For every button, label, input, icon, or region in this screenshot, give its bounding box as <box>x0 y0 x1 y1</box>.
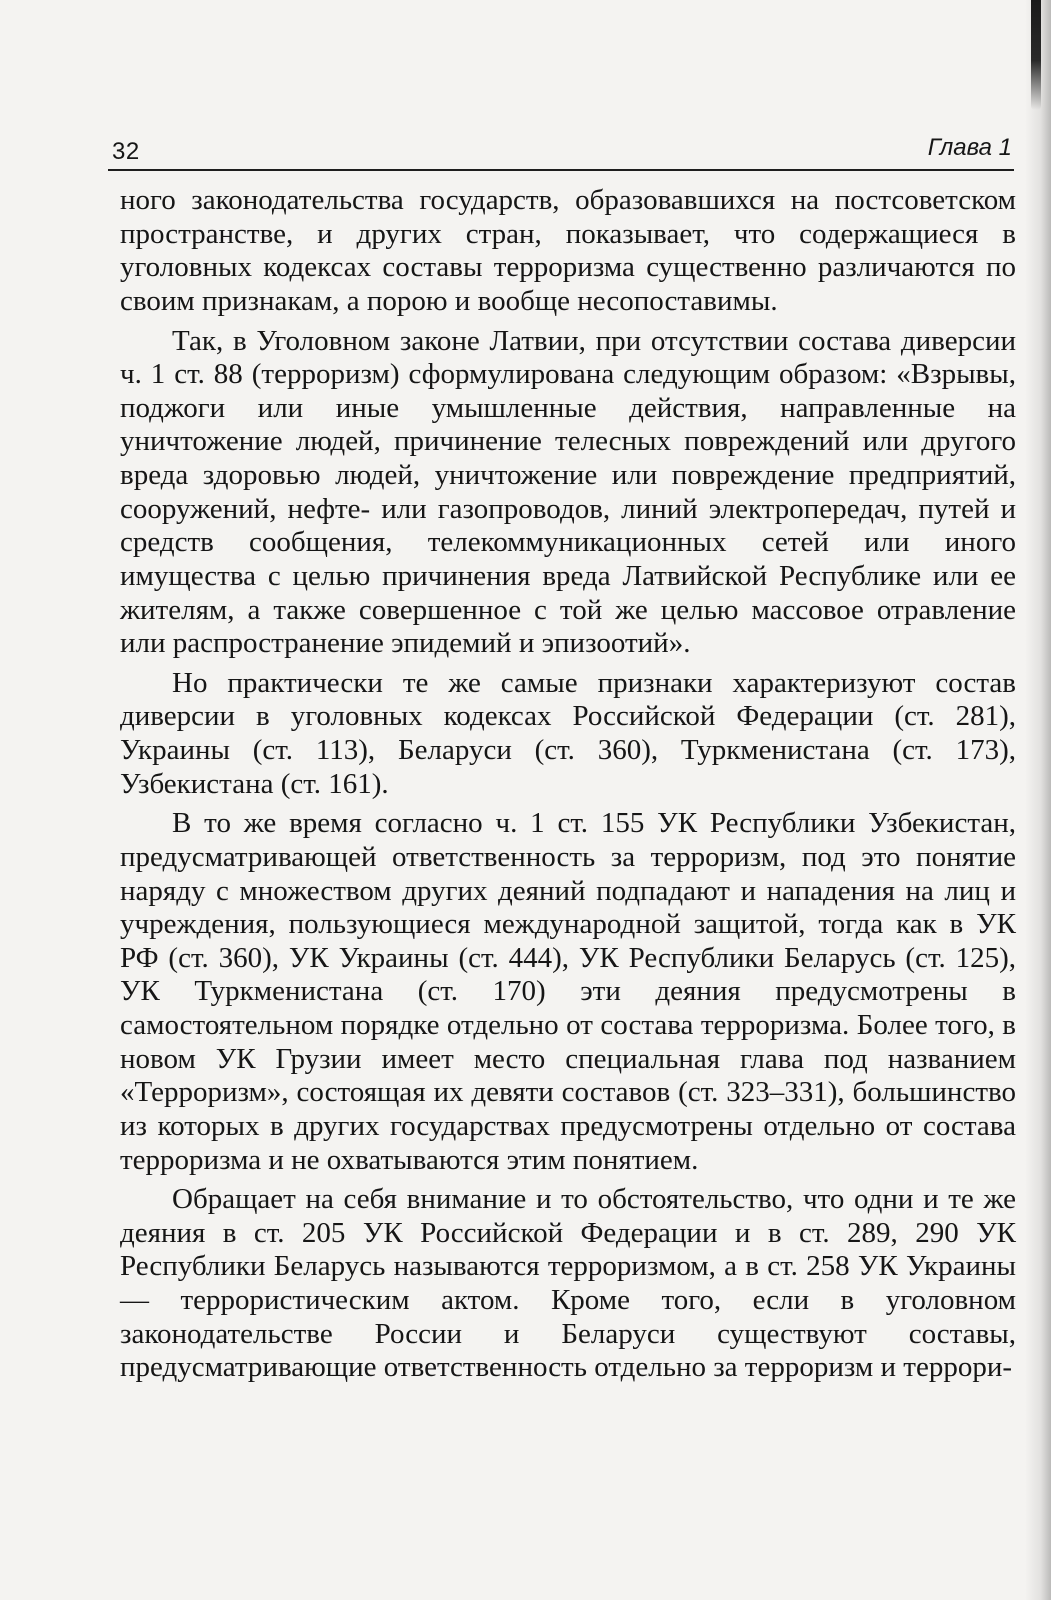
paragraph-3: Но практически те же самые признаки характеризуют состав диверсии в уголовных кодексах Российской Федерации (ст. 281), Украины (ст. 113), Беларуси (ст. 360), Туркменистана (ст. 173), Узбекистана (ст. 161). <box>120 666 1016 800</box>
body-text <box>120 184 1016 1385</box>
chapter-title: Глава 1 <box>927 134 1012 161</box>
paragraph-4: В то же время согласно ч. 1 ст. 155 УК Республики Узбекистан, предусматривающей ответственность за терроризм, под это понятие наряду с множеством других деяний подпадают и нападения на лиц и учреждения, пользующиеся международной защитой, тогда как в УК РФ (ст. 360), УК Украины (ст. 444), УК Республики Беларусь (ст. 125), УК Туркменистана (ст. 170) эти деяния предусмотрены в самостоятельном порядке отдельно от состава терроризма. Более того, в новом УК Грузии имеет место специальная глава под названием «Терроризм», состоящая их девяти составов (ст. 323–331), большинство из которых в других государствах предусмотрены отдельно от состава терроризма и не охватываются этим понятием. <box>120 807 1016 1176</box>
paragraph-1: ного законодательства государств, образовавшихся на постсоветском пространстве, и других стран, показывает, что содержащиеся в уголовных кодексах составы терроризма существенно различаются по своим признакам, а порою и вообще несопоставимы. <box>120 184 1016 317</box>
paragraph-2: Так, в Уголовном законе Латвии, при отсутствии состава диверсии ч. 1 ст. 88 (терроризм) сформулирована следующим образом: «Взрывы, поджоги или иные умышленные действия, направленные на уничтожение людей, причинение телесных повреждений или другого вреда здоровью людей, уничтожение или повреждение предприятий, сооружений, нефте- или газопроводов, линий электропередач, путей и средств сообщения, телекоммуникационных сетей или иного имущества с целью причинения вреда Латвийской Республике или ее жителям, а также совершенное с той же целью массовое отравление или распространение эпидемий и эпизоотий». <box>120 324 1016 660</box>
page-edge-shadow <box>1025 0 1051 1600</box>
running-header <box>112 134 1016 174</box>
header-divider <box>108 169 1014 171</box>
page-number: 32 <box>112 138 140 165</box>
binding-mark <box>1031 0 1041 110</box>
paragraph-5: Обращает на себя внимание и то обстоятельство, что одни и те же деяния в ст. 205 УК Российской Федерации и в ст. 289, 290 УК Республики Беларусь называются терроризмом, а в ст. 258 УК Украины — террористическим актом. Кроме того, если в уголовном законодательстве России и Беларуси существуют составы, предусматривающие ответственность отдельно за терроризм и террори- <box>120 1183 1016 1384</box>
